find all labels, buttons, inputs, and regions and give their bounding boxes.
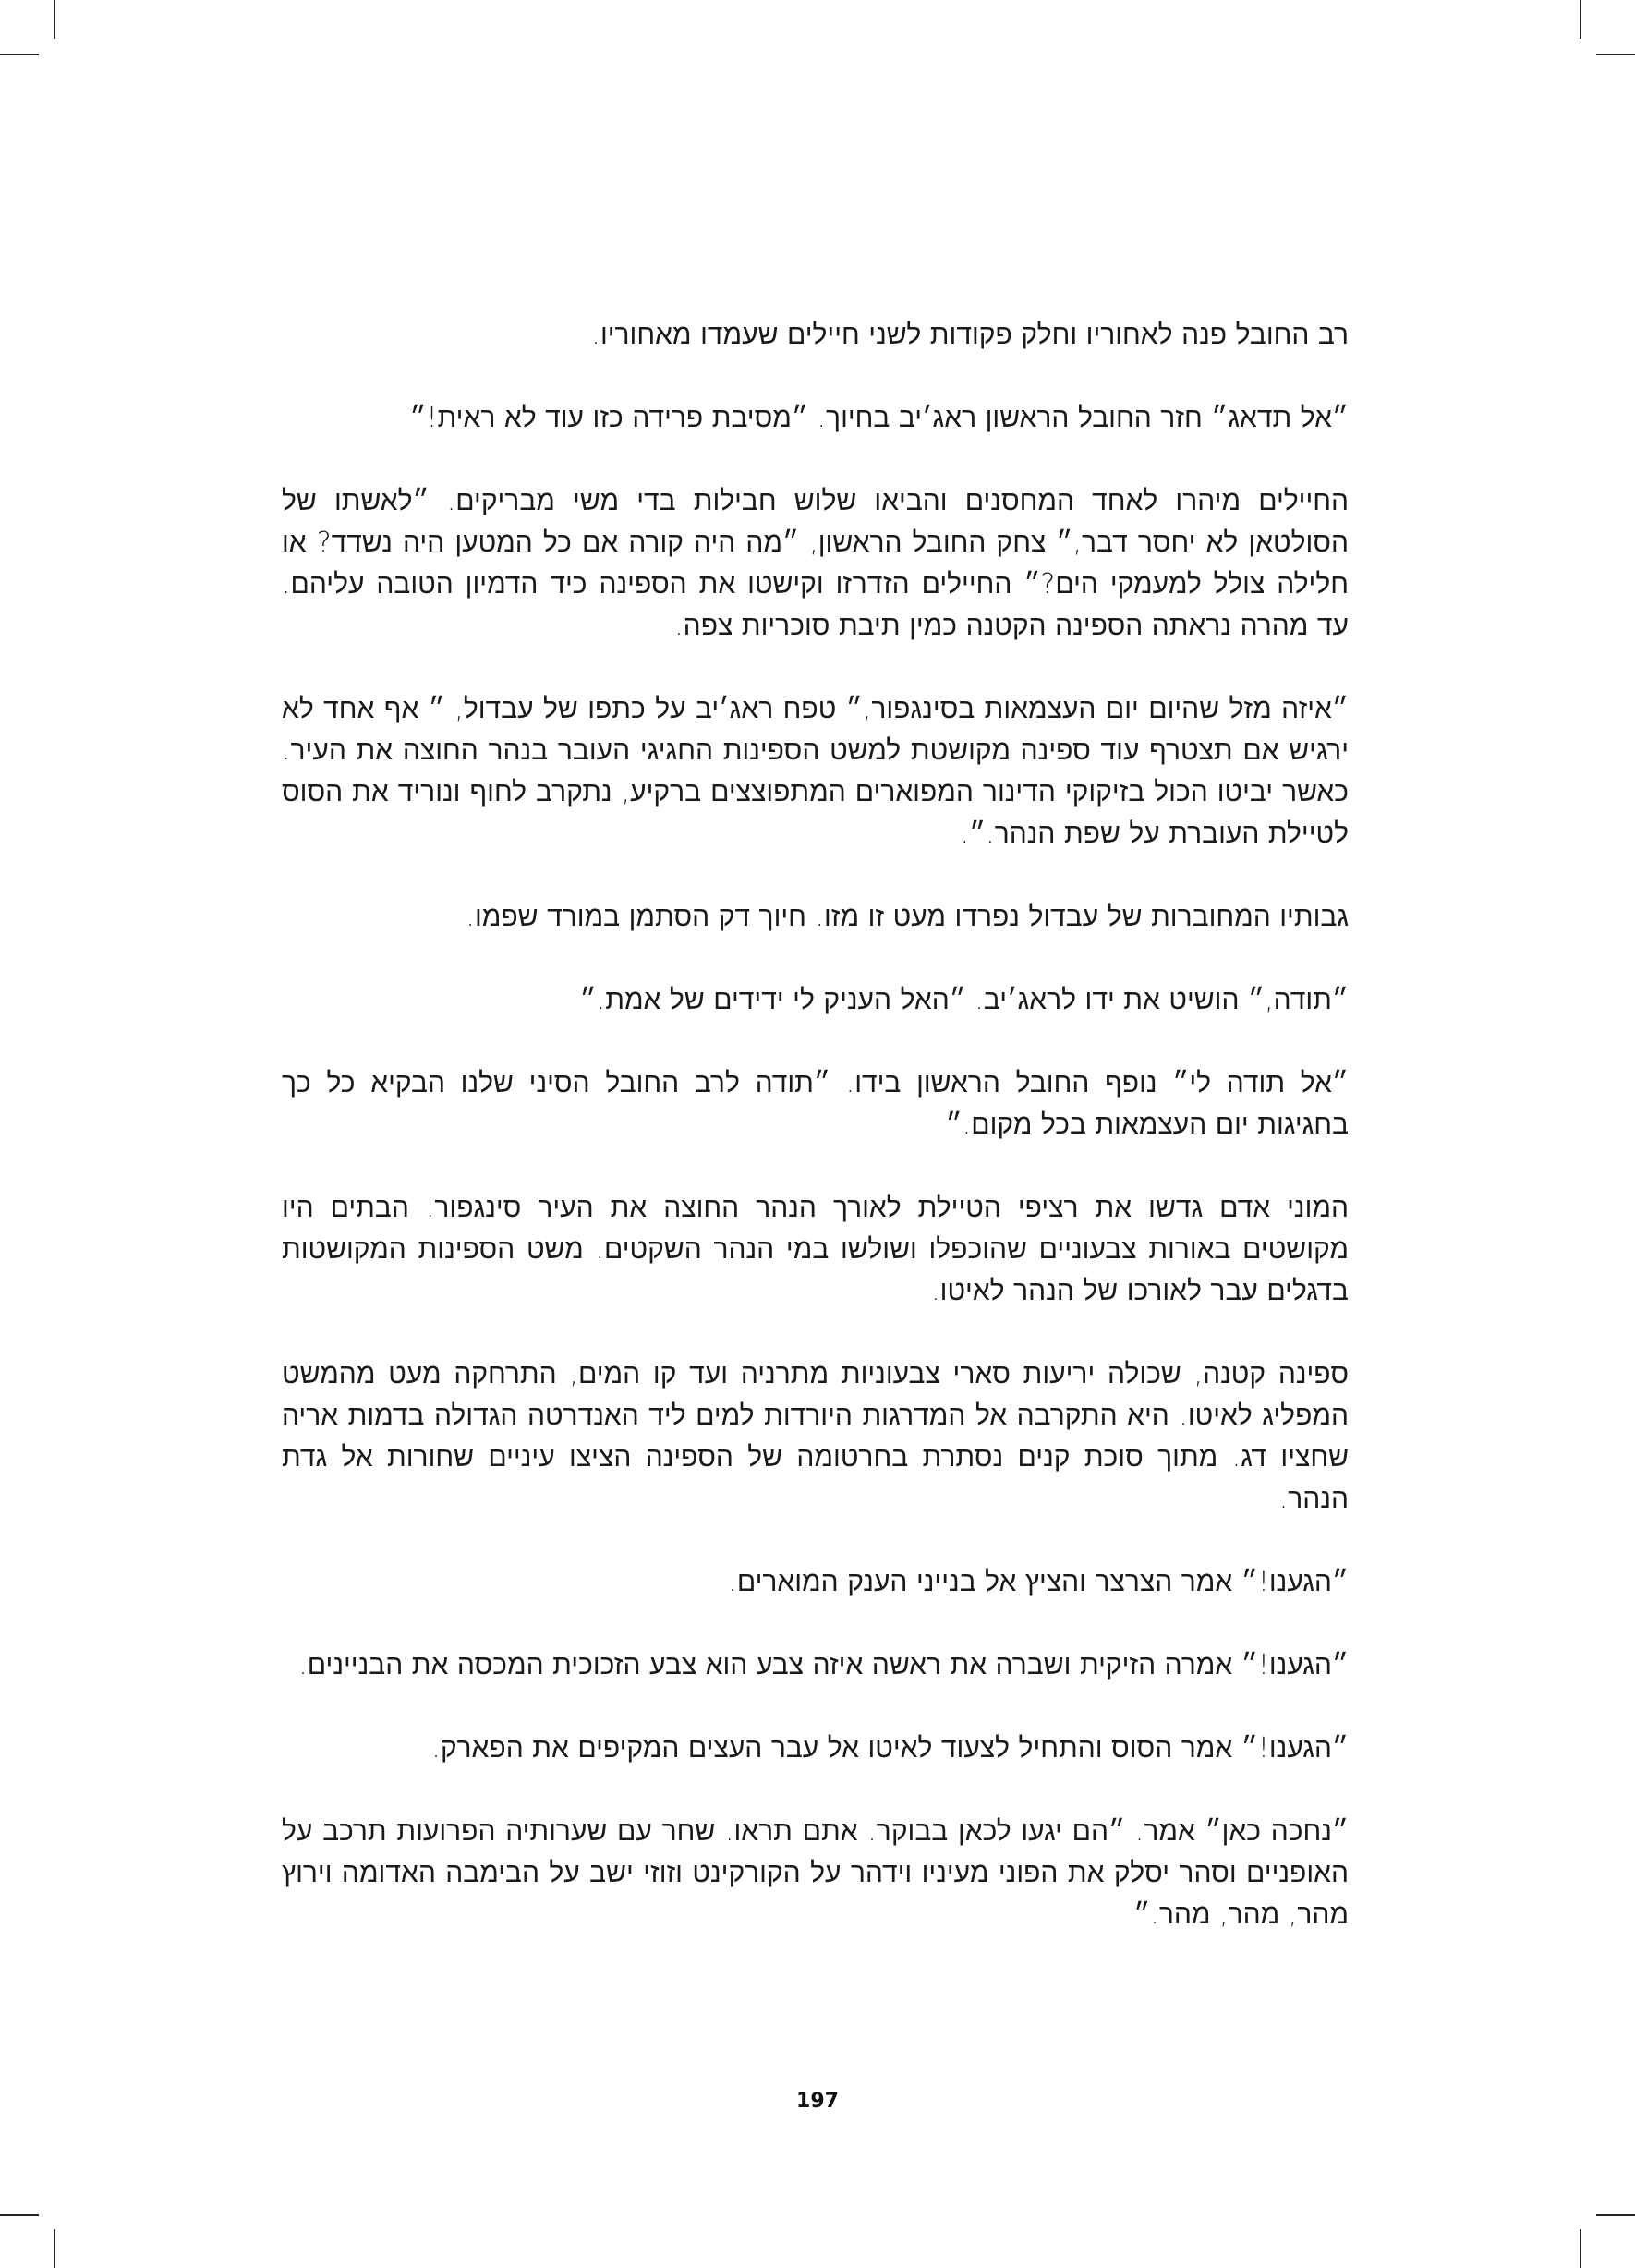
paragraph: החיילים מיהרו לאחד המחסנים והביאו שלוש חבילות בדי משי מבריקים. ״לאשתו של הסולטאן לא יחסר דבר,״ צחק החובל הראשון, ״מה היה קורה אם כל המטען היה נשדד? או חלילה צולל למעמקי הים?״ החיילים הזדרזו וקישטו את הספינה כיד הדמיון הטובה עליהם. עד מהרה נראתה הספינה הקטנה כמין תיבת סוכריות צפה. (282, 485, 1349, 642)
paragraph: ״איזה מזל שהיום יום העצמאות בסינגפור,״ טפח ראג׳יב על כתפו של עבדול, ״ אף אחד לא ירגיש אם תצטרף עוד ספינה מקושטת למשט הספינות החגיגי העובר בנהר החוצה את העיר. כאשר יביטו הכול בזיקוקי הדינור המפוארים המתפוצצים ברקיע, נתקרב לחוף ונוריד את הסוס לטיילת העוברת על שפת הנהר.״. (282, 693, 1349, 850)
paragraph: ״הגענו!״ אמר הסוס והתחיל לצעוד לאיטו אל עבר העצים המקיפים את הפארק. (431, 1732, 1349, 1765)
paragraph: ספינה קטנה, שכולה יריעות סארי צבעוניות מתרניה ועד קו המים, התרחקה מעט מהמשט המפליג לאיטו. היא התקרבה אל המדרגות היורדות למים ליד האנדרטה הגדולה בדמות אריה שחציו דג. מתוך סוכת קנים נסתרת בחרטומה של הספינה הציצו עיניים שחורות אל גדת הנהר. (282, 1358, 1349, 1515)
crop-mark-bottom-left-vertical (54, 2229, 55, 2268)
crop-mark-top-right-horizontal (1596, 54, 1635, 55)
paragraph: ״אל תדאג״ חזר החובל הראשון ראג׳יב בחיוך. ״מסיבת פרידה כזו עוד לא ראית!״ (409, 402, 1349, 434)
paragraph: ״נחכה כאן״ אמר. ״הם יגעו לכאן בבוקר. אתם תראו. שחר עם שערותיה הפרועות תרכב על האופניים וסהר יסלק את הפוני מעיניו וידהר על הקורקינט וזוזי ישב על הבימבה האדומה וירוץ מהר, מהר, מהר.״ (282, 1815, 1349, 1931)
paragraph: גבותיו המחוברות של עבדול נפרדו מעט זו מזו. חיוך דק הסתמן במורד שפמו. (466, 901, 1349, 933)
crop-mark-bottom-left-horizontal (0, 2214, 39, 2216)
body-text (282, 314, 1349, 1977)
crop-mark-bottom-right-horizontal (1596, 2214, 1635, 2216)
crop-mark-top-left-vertical (54, 0, 55, 39)
paragraph: ״הגענו!״ אמרה הזיקית ושברה את ראשה איזה צבע הוא צבע הזכוכית המכסה את הבניינים. (298, 1649, 1349, 1681)
page-number: 197 (796, 2090, 839, 2113)
crop-mark-bottom-right-vertical (1580, 2229, 1581, 2268)
paragraph: רב החובל פנה לאחוריו וחלק פקודות לשני חיילים שעמדו מאחוריו. (591, 319, 1349, 351)
crop-mark-top-right-vertical (1580, 0, 1581, 39)
paragraph: ״אל תודה לי״ נופף החובל הראשון בידו. ״תודה לרב החובל הסיני שלנו הבקיא כל כך בחגיגות יום העצמאות בכל מקום.״ (282, 1067, 1349, 1141)
crop-mark-top-left-horizontal (0, 54, 39, 55)
paragraph: המוני אדם גדשו את רציפי הטיילת לאורך הנהר החוצה את העיר סינגפור. הבתים היו מקושטים באורות צבעוניים שהוכפלו ושולשו במי הנהר השקטים. משט הספינות המקושטות בדגלים עבר לאורכו של הנהר לאיטו. (282, 1192, 1349, 1307)
paragraph: ״תודה,״ הושיט את ידו לראג׳יב. ״האל העניק לי ידידים של אמת.״ (579, 984, 1349, 1016)
paragraph: ״הגענו!״ אמר הצרצר והציץ אל בנייני הענק המוארים. (728, 1566, 1349, 1598)
